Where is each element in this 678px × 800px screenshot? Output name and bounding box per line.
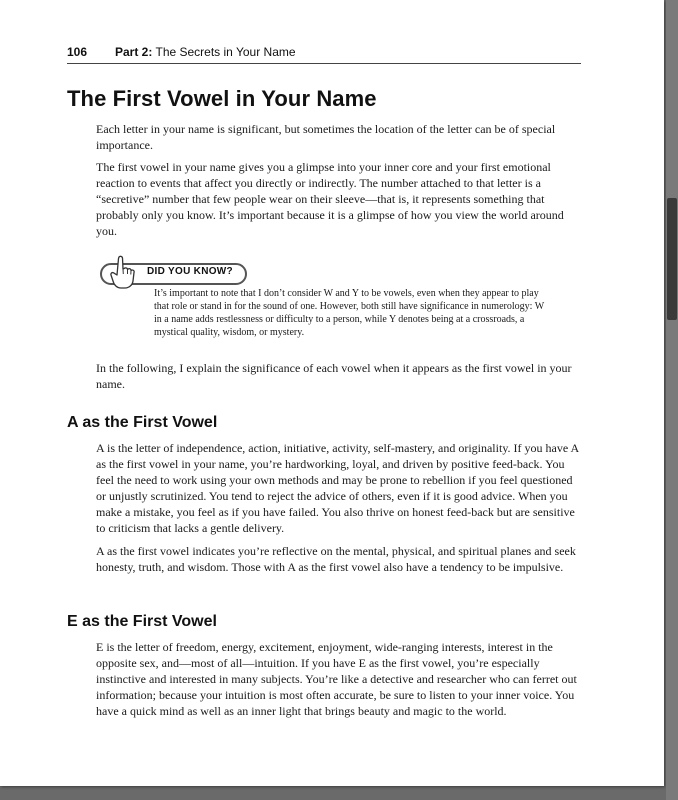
section-title: The First Vowel in Your Name <box>67 86 377 111</box>
page-number: 106 <box>67 45 88 59</box>
part-title: The Secrets in Your Name <box>155 45 296 59</box>
a-vowel-paragraph-1: A is the letter of independence, action, initiative, activity, self-mastery, and originality. If you have A as the first vowel in your name, you’re hardworking, loyal, and driven by positive feed-back. You feel the need to work using your own methods and may be prone to rebellion if you feel questioned or unjustly scrutinized. You tend to reject the advice of others, even if it is good advice. When you make a mistake, you feel as if you have failed. You also thrive on honest feed-back but are sensitive to criticism that lacks a gentle delivery. <box>96 441 579 535</box>
heading-a-first-vowel: A as the First Vowel <box>67 414 218 431</box>
intro-paragraph-2: The first vowel in your name gives you a glimpse into your inner core and your first emotional reaction to events that affect you directly or indirectly. The number attached to that letter is a “secretive” number that few people wear on their sleeve—that is, it represents something that probably only you know. It’s important because it is a glimpse of how you view the world around you. <box>96 160 564 238</box>
did-you-know-label: DID YOU KNOW? <box>147 266 233 277</box>
scrollbar-track[interactable] <box>666 0 678 800</box>
running-head <box>67 45 581 64</box>
pointing-hand-icon <box>108 255 138 291</box>
scrollbar-thumb[interactable] <box>667 198 677 320</box>
did-you-know-text: It’s important to note that I don’t consider W and Y to be vowels, even when they appear to play that role or stand in for the sound of one. However, both still have significance in numerology: W in a name adds restlessness or difficulty to a person, while Y denotes being at a crossroads, a mystical quality, wisdom, or mystery. <box>154 288 544 338</box>
e-vowel-paragraph-1: E is the letter of freedom, energy, excitement, enjoyment, wide-ranging interests, interest in the opposite sex, and—most of all—intuition. If you have E as the first vowel, you’re especially instinctive and interested in many subjects. You’re like a detective and researcher who can ferret out information; because your intuition is most often accurate, be sure to listen to your inner voice. You have a quick mind as well as an inner light that brings beauty and magic to the world. <box>96 640 577 718</box>
part-label: Part 2: <box>115 45 153 59</box>
intro-paragraph-1: Each letter in your name is significant, but sometimes the location of the letter can be of special importance. <box>96 122 556 152</box>
heading-e-first-vowel: E as the First Vowel <box>67 613 217 630</box>
transition-paragraph: In the following, I explain the significance of each vowel when it appears as the first vowel in your name. <box>96 361 572 391</box>
a-vowel-paragraph-2: A as the first vowel indicates you’re reflective on the mental, physical, and spiritual planes and seek honesty, truth, and wisdom. Those with A as the first vowel also have a tendency to be impulsive. <box>96 544 576 574</box>
